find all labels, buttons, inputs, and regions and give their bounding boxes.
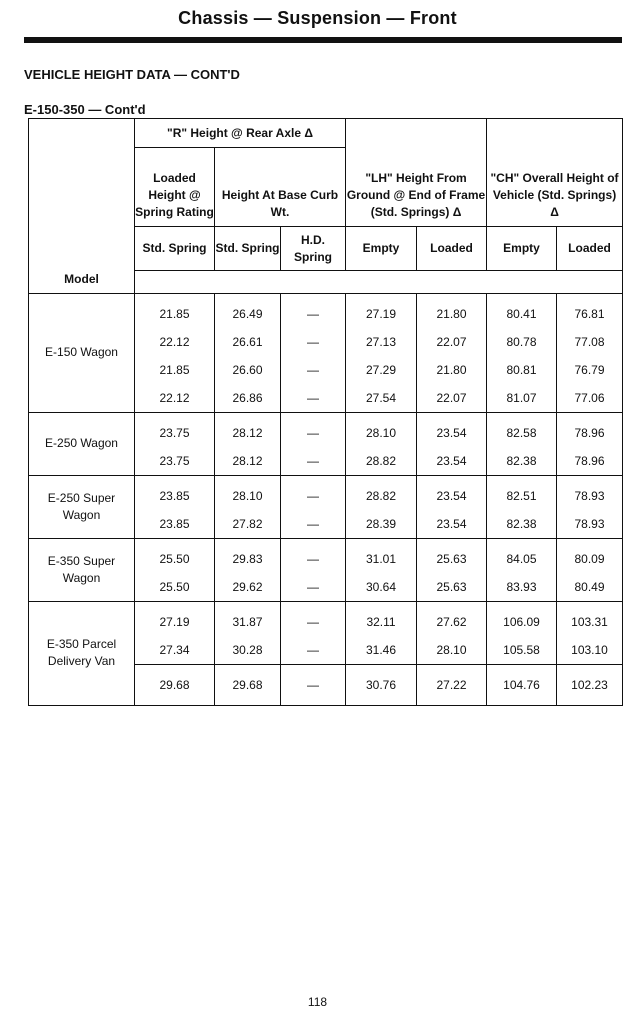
table-cell: 29.62: [215, 573, 281, 602]
table-cell: 30.64: [346, 573, 417, 602]
table-cell: 78.93: [557, 475, 623, 510]
table-cell: 80.49: [557, 573, 623, 602]
table-cell: 80.41: [487, 293, 557, 328]
table-row: [29, 412, 623, 447]
table-row: [29, 293, 623, 328]
table-cell: 26.61: [215, 328, 281, 356]
table-cell: 103.10: [557, 636, 623, 665]
table-cell: 21.85: [135, 293, 215, 328]
table-cell: 27.13: [346, 328, 417, 356]
table-cell: 28.10: [417, 636, 487, 665]
table-cell: —: [281, 475, 346, 510]
table-cell: —: [281, 328, 346, 356]
table-cell: 22.07: [417, 328, 487, 356]
table-cell: 78.93: [557, 510, 623, 539]
hd-spring-header: H.D. Spring: [281, 227, 346, 271]
table-cell: 25.50: [135, 538, 215, 573]
table-cell: 26.49: [215, 293, 281, 328]
table-cell: 102.23: [557, 664, 623, 705]
table-cell: —: [281, 412, 346, 447]
model-name: E-150 Wagon: [29, 293, 135, 412]
section-heading: VEHICLE HEIGHT DATA — CONT'D: [24, 67, 240, 82]
std-spring-header: Std. Spring: [135, 227, 215, 271]
table-cell: 27.82: [215, 510, 281, 539]
table-cell: 77.08: [557, 328, 623, 356]
table-cell: 26.86: [215, 384, 281, 413]
table-cell: 80.09: [557, 538, 623, 573]
table-cell: 22.12: [135, 384, 215, 413]
table-cell: 23.54: [417, 412, 487, 447]
table-cell: 81.07: [487, 384, 557, 413]
table-cell: 30.76: [346, 664, 417, 705]
table-row: [29, 538, 623, 573]
model-name: E-350 Super Wagon: [29, 538, 135, 601]
table-cell: 105.58: [487, 636, 557, 665]
base-curb-height-header: Height At Base Curb Wt.: [215, 148, 346, 227]
table-cell: 78.96: [557, 447, 623, 476]
table-cell: 82.38: [487, 510, 557, 539]
table-cell: 31.87: [215, 601, 281, 636]
table-cell: —: [281, 538, 346, 573]
table-cell: 25.50: [135, 573, 215, 602]
table-cell: 27.19: [346, 293, 417, 328]
table-cell: 28.10: [346, 412, 417, 447]
table-cell: 28.12: [215, 447, 281, 476]
table-cell: 25.63: [417, 538, 487, 573]
table-cell: 76.79: [557, 356, 623, 384]
table-cell: —: [281, 636, 346, 665]
table-cell: 23.75: [135, 412, 215, 447]
model-header: [29, 119, 135, 271]
table-cell: 77.06: [557, 384, 623, 413]
table-cell: 23.54: [417, 475, 487, 510]
table-cell: 27.34: [135, 636, 215, 665]
table-cell: 26.60: [215, 356, 281, 384]
table-row: [29, 475, 623, 510]
table-cell: 82.51: [487, 475, 557, 510]
table-cell: 103.31: [557, 601, 623, 636]
sub-heading: E-150-350 — Cont'd: [24, 102, 146, 117]
table-cell: 104.76: [487, 664, 557, 705]
table-cell: 23.85: [135, 475, 215, 510]
title-rule: [24, 37, 622, 43]
table-cell: 80.78: [487, 328, 557, 356]
table-cell: 27.54: [346, 384, 417, 413]
table-cell: 23.85: [135, 510, 215, 539]
page-number: 118: [307, 995, 328, 1009]
table-cell: 76.81: [557, 293, 623, 328]
table-cell: 22.12: [135, 328, 215, 356]
model-name: E-350 Parcel Delivery Van: [29, 601, 135, 705]
table-cell: 84.05: [487, 538, 557, 573]
loaded-height-header: Loaded Height @ Spring Rating: [135, 148, 215, 227]
table-cell: —: [281, 573, 346, 602]
lh-height-group-header: "LH" Height From Ground @ End of Frame (Std. Springs) Δ: [346, 119, 487, 227]
table-cell: 29.83: [215, 538, 281, 573]
ch-empty-header: Empty: [487, 227, 557, 271]
table-cell: —: [281, 510, 346, 539]
table-cell: 30.28: [215, 636, 281, 665]
model-name: E-250 Wagon: [29, 412, 135, 475]
table-cell: 28.12: [215, 412, 281, 447]
table-cell: 28.82: [346, 447, 417, 476]
table-cell: 28.10: [215, 475, 281, 510]
table-cell: 83.93: [487, 573, 557, 602]
table-header: [29, 119, 623, 294]
table-cell: —: [281, 293, 346, 328]
table-cell: 28.82: [346, 475, 417, 510]
lh-empty-header: Empty: [346, 227, 417, 271]
table-cell: 32.11: [346, 601, 417, 636]
table-cell: 22.07: [417, 384, 487, 413]
vehicle-height-table: [28, 118, 623, 706]
table-cell: 82.58: [487, 412, 557, 447]
table-cell: 31.46: [346, 636, 417, 665]
ch-loaded-header: Loaded: [557, 227, 623, 271]
table-body: [29, 293, 623, 705]
table-cell: —: [281, 356, 346, 384]
table-cell: 80.81: [487, 356, 557, 384]
std-spring-header: Std. Spring: [215, 227, 281, 271]
model-header-label: Model: [29, 271, 135, 294]
table-cell: 78.96: [557, 412, 623, 447]
table-cell: 31.01: [346, 538, 417, 573]
table-cell: 23.75: [135, 447, 215, 476]
table-cell: —: [281, 384, 346, 413]
table-cell: 23.54: [417, 447, 487, 476]
table-cell: —: [281, 664, 346, 705]
table-cell: 29.68: [135, 664, 215, 705]
table-cell: 28.39: [346, 510, 417, 539]
table-cell: 27.22: [417, 664, 487, 705]
table-cell: —: [281, 601, 346, 636]
table-cell: 27.29: [346, 356, 417, 384]
page-title: Chassis — Suspension — Front: [178, 8, 457, 28]
table-cell: 82.38: [487, 447, 557, 476]
r-height-group-header: "R" Height @ Rear Axle Δ: [135, 119, 346, 148]
lh-loaded-header: Loaded: [417, 227, 487, 271]
table-cell: 106.09: [487, 601, 557, 636]
table-cell: 21.80: [417, 293, 487, 328]
table-cell: 27.19: [135, 601, 215, 636]
table-cell: 29.68: [215, 664, 281, 705]
table-cell: —: [281, 447, 346, 476]
table-cell: 23.54: [417, 510, 487, 539]
table-cell: 25.63: [417, 573, 487, 602]
table-cell: 21.80: [417, 356, 487, 384]
table-cell: 27.62: [417, 601, 487, 636]
table-cell: 21.85: [135, 356, 215, 384]
table-row: [29, 601, 623, 636]
model-name: E-250 Super Wagon: [29, 475, 135, 538]
ch-height-group-header: "CH" Overall Height of Vehicle (Std. Springs) Δ: [487, 119, 623, 227]
